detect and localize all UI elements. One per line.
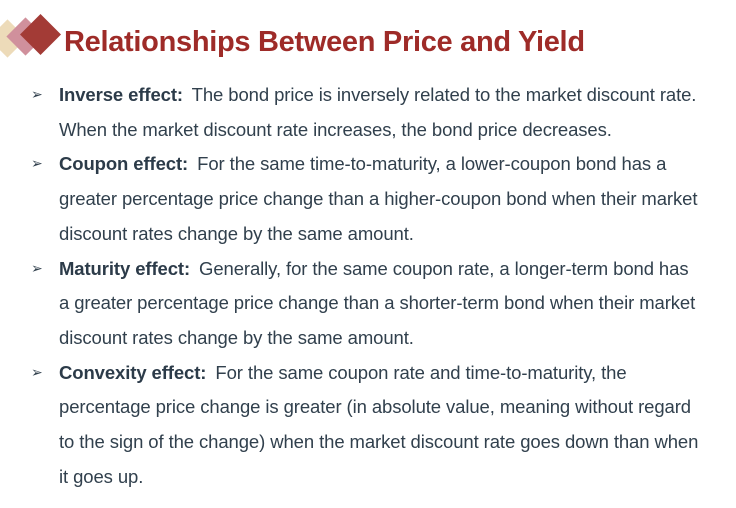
bullet-lead: Maturity effect: xyxy=(59,257,190,279)
bullet-text: For the same time-to-maturity, a lower-coupon bond has a greater percentage price change than a higher-coupon bond when their market discount rates change by the same amount. xyxy=(59,153,698,244)
bullet-text: The bond price is inversely related to the market discount rate. When the market discount rate increases, the bond price decreases. xyxy=(59,84,697,140)
list-item-coupon-effect xyxy=(0,147,702,251)
bullet-arrowhead-icon: ➢ xyxy=(31,87,43,103)
bullet-arrowhead-icon: ➢ xyxy=(31,156,43,173)
bullet-arrowhead-icon: ➢ xyxy=(31,260,43,277)
title-decoration xyxy=(0,0,70,70)
bullet-arrowhead-icon: ➢ xyxy=(31,364,43,381)
bullet-text: For the same coupon rate and time-to-maturity, the percentage price change is greater (in absolute value, meaning without regard to the sign of the change) when the market discount rate goes down than when it goes up. xyxy=(59,361,699,487)
list-item-maturity-effect xyxy=(0,252,702,356)
list-item-convexity-effect xyxy=(0,356,702,495)
page-title: Relationships Between Price and Yield xyxy=(64,26,585,58)
bullet-text: Generally, for the same coupon rate, a longer-term bond has a greater percentage price change than a shorter-term bond when their market discount rates change by the same amount. xyxy=(59,257,696,348)
bullet-lead: Coupon effect: xyxy=(59,153,189,175)
list-item-inverse-effect xyxy=(0,78,702,147)
bullet-lead: Inverse effect: xyxy=(59,84,183,105)
bullet-lead: Convexity effect: xyxy=(59,361,207,383)
bullet-list xyxy=(0,78,702,494)
